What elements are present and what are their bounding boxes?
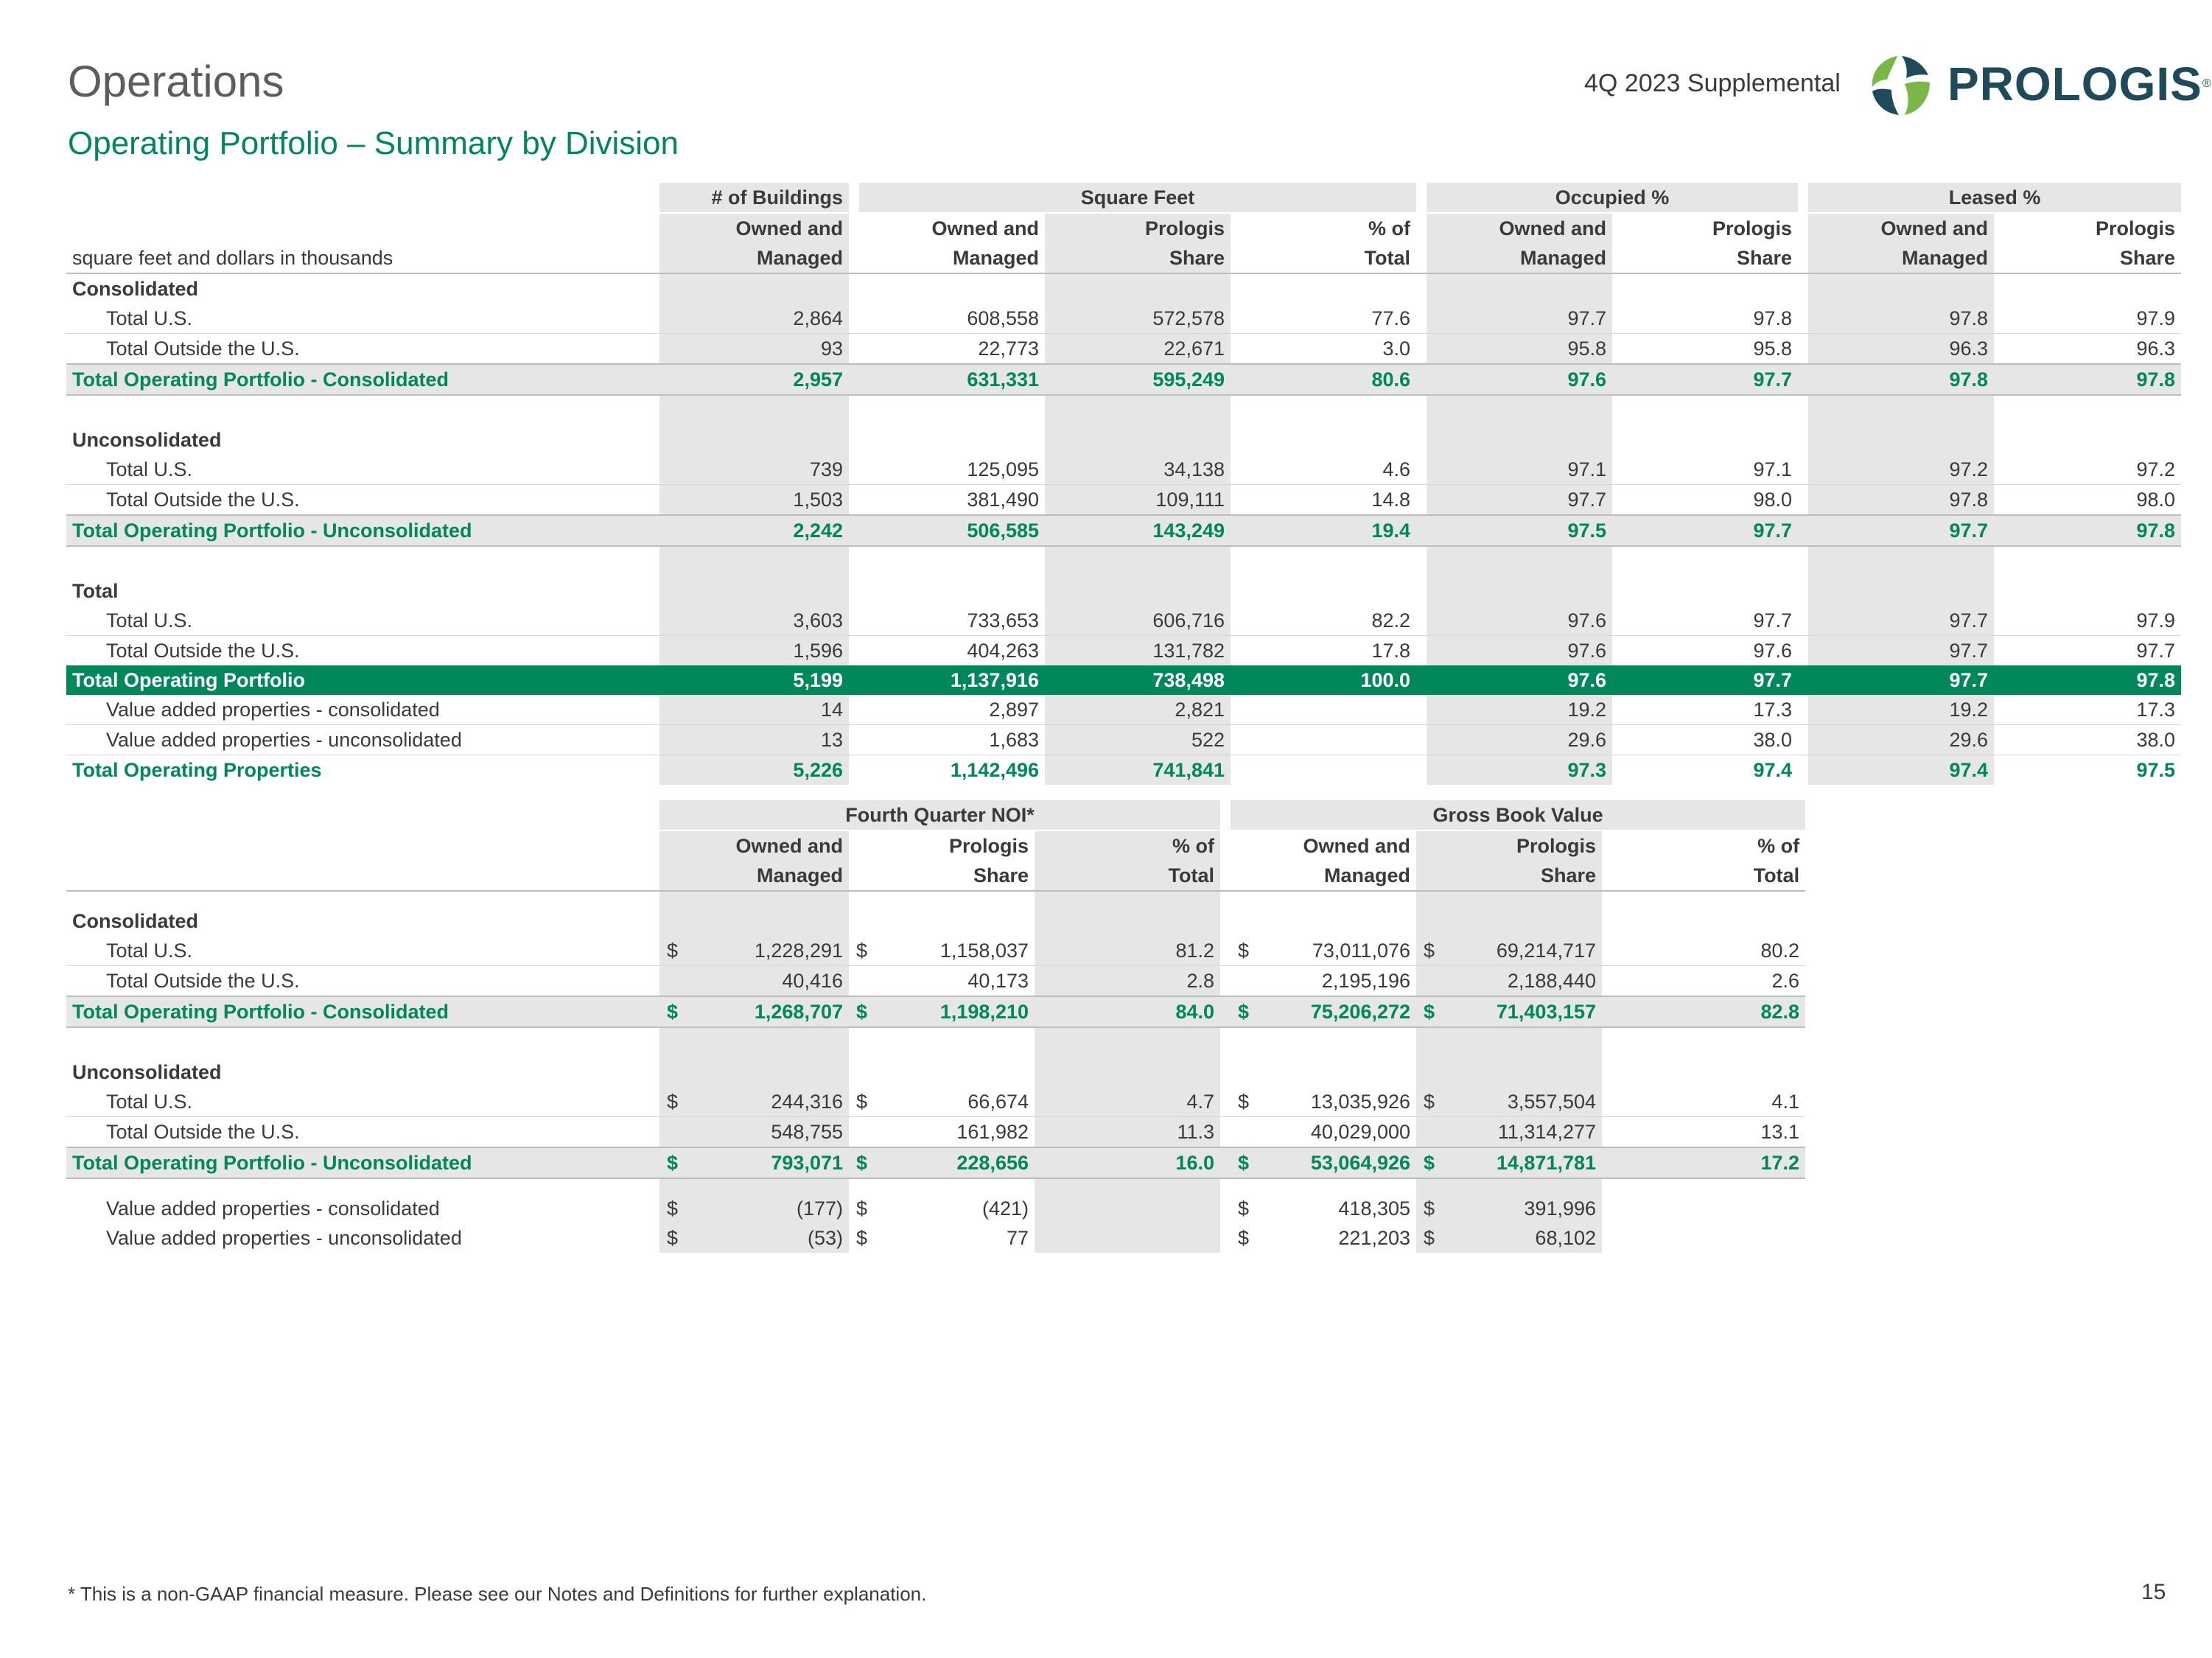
section-consolidated: Consolidated [66,273,2181,304]
table-row: Total U.S. 2,864 608,558 572,578 77.6 97.7 97.8 97.8 97.9 [66,304,2181,334]
table-row: Total Outside the U.S. 1,503 381,490 109,111 14.8 97.7 98.0 97.8 98.0 [66,485,2181,516]
table-row: Total Outside the U.S. 40,416 40,173 2.8 2,195,196 2,188,440 2.6 [66,966,1805,997]
group-buildings: # of Buildings [659,183,849,213]
prologis-logo [1868,53,2212,116]
section-total: Total [66,576,2181,606]
table-row: Value added properties - consolidated 14 2,897 2,821 19.2 17.3 19.2 17.3 [66,695,2181,725]
table-row: Value added properties - unconsolidated 13 1,683 522 29.6 38.0 29.6 38.0 [66,725,2181,755]
subtotal-row: Total Operating Portfolio - Unconsolidated 2,242 506,585 143,249 19.4 97.5 97.7 97.7 97.8 [66,515,2181,546]
globe-icon [1868,53,1934,116]
col-header-row-1: Owned and Owned and Prologis % of Owned and Prologis Owned and Prologis [66,213,2181,243]
group-leased: Leased % [1808,183,2181,213]
section-consolidated: Consolidated [66,906,1805,936]
total-operating-properties-row: Total Operating Properties 5,226 1,142,496 741,841 97.3 97.4 97.4 97.5 [66,755,2181,786]
group-noi: Fourth Quarter NOI* [659,800,1220,830]
subtotal-row: Total Operating Portfolio - Unconsolidated $ 793,071 $ 228,656 16.0 $ 53,064,926 $ 14,871,781 17.2 [66,1147,1805,1178]
table-row: Total U.S. 3,603 733,653 606,716 82.2 97.6 97.7 97.7 97.9 [66,606,2181,636]
table-row: Value added properties - consolidated $ (177) $ (421) $ 418,305 $ 391,996 [66,1194,1805,1223]
col-header-row-1: Owned and Prologis % of Owned and Prologis % of [66,830,1805,861]
group-gross-book-value: Gross Book Value [1231,800,1805,830]
col-header-row-2: Managed Share Total Managed Share Total [66,861,1805,891]
units-note: square feet and dollars in thousands [66,243,659,273]
table-row: Total U.S. $ 244,316 $ 66,674 4.7 $ 13,035,926 $ 3,557,504 4.1 [66,1087,1805,1117]
page-title: Operations [68,57,284,106]
page-number: 15 [2141,1580,2166,1604]
table-row: Total Outside the U.S. 548,755 161,982 11.3 40,029,000 11,314,277 13.1 [66,1117,1805,1148]
table-row: Total Outside the U.S. 93 22,773 22,671 3.0 95.8 95.8 96.3 96.3 [66,334,2181,365]
page-subtitle: Operating Portfolio – Summary by Division [68,125,679,161]
grand-total-row: Total Operating Portfolio 5,199 1,137,916 738,498 100.0 97.6 97.7 97.7 97.8 [66,665,2181,695]
logo-wordmark: PROLOGIS® [1947,57,2212,111]
table-row: Value added properties - unconsolidated $ (53) $ 77 $ 221,203 $ 68,102 [66,1223,1805,1253]
summary-table [66,183,2181,785]
subtotal-row: Total Operating Portfolio - Consolidated 2,957 631,331 595,249 80.6 97.6 97.7 97.8 97.8 [66,364,2181,395]
noi-gbv-table [66,800,1805,1253]
subtotal-row: Total Operating Portfolio - Consolidated $ 1,268,707 $ 1,198,210 84.0 $ 75,206,272 $ 71,403,157 82.8 [66,996,1805,1027]
section-unconsolidated: Unconsolidated [66,425,2181,455]
table-row: Total U.S. 739 125,095 34,138 4.6 97.1 97.1 97.2 97.2 [66,455,2181,485]
group-header-row [66,800,1805,830]
footnote: * This is a non-GAAP financial measure. Please see our Notes and Definitions for further explanation. [68,1583,927,1605]
group-square-feet: Square Feet [859,183,1416,213]
group-occupied: Occupied % [1427,183,1798,213]
group-header-row [66,183,2181,213]
supplemental-label: 4Q 2023 Supplemental [1584,69,1841,97]
table-row: Total U.S. $ 1,228,291 $ 1,158,037 81.2 $ 73,011,076 $ 69,214,717 80.2 [66,936,1805,966]
col-header-row-2: square feet and dollars in thousands Managed Managed Share Total Managed Share Managed Share [66,243,2181,273]
section-unconsolidated: Unconsolidated [66,1057,1805,1087]
table-row: Total Outside the U.S. 1,596 404,263 131,782 17.8 97.6 97.6 97.7 97.7 [66,636,2181,666]
